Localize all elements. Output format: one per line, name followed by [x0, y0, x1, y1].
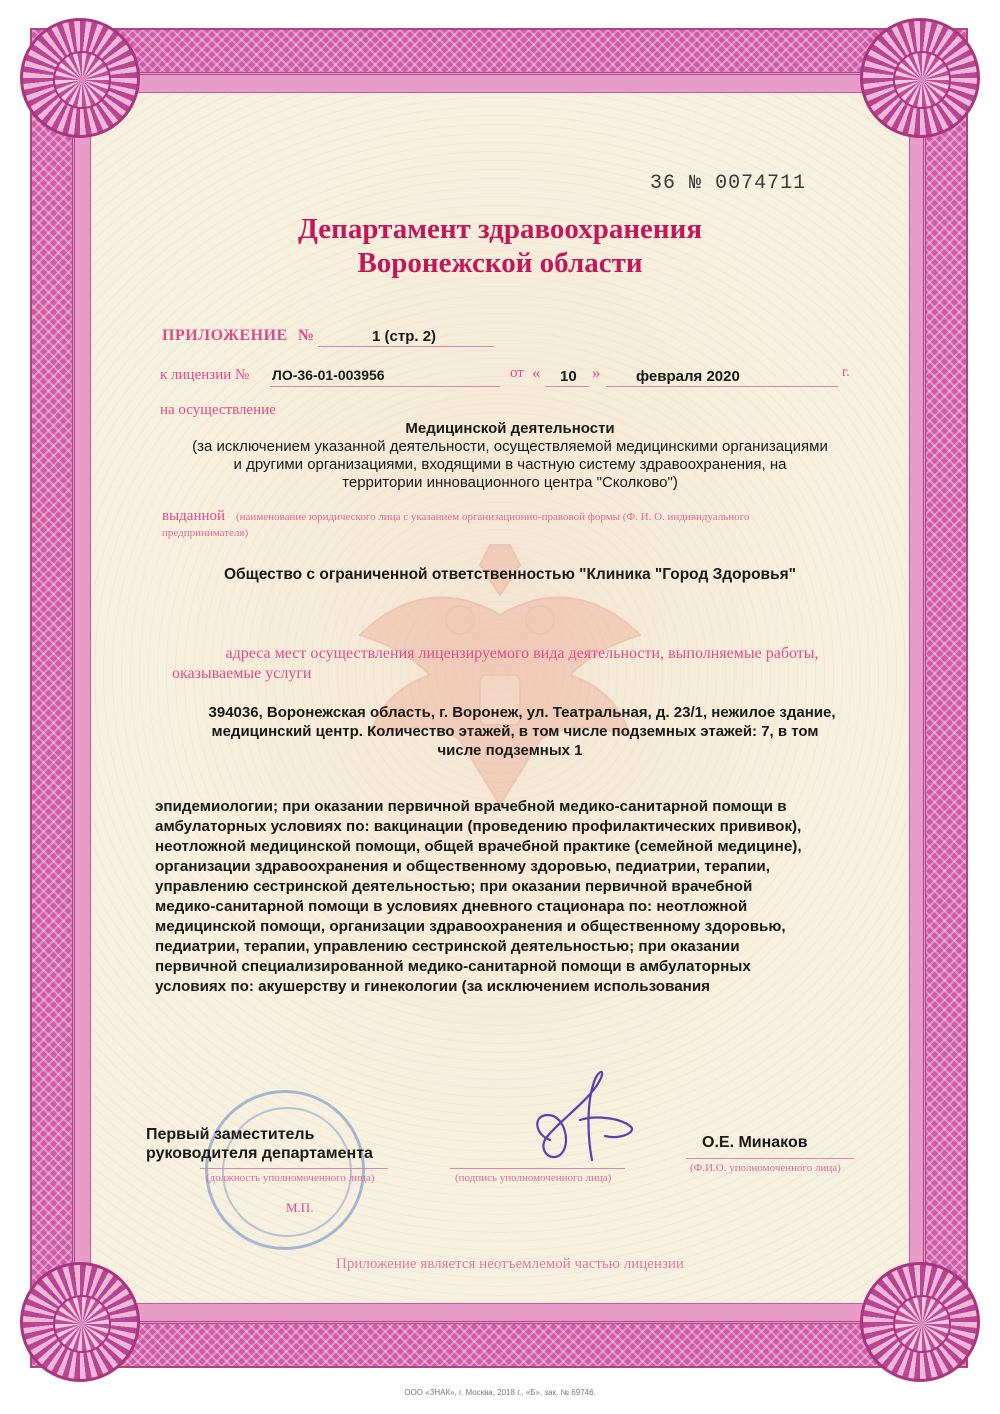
issuer-title-line1: Департамент здравоохранения — [297, 213, 703, 245]
position-underline — [200, 1168, 388, 1169]
stamp-place-label: М.П. — [286, 1200, 314, 1215]
issued-label: выданной — [162, 508, 226, 524]
address-line2: медицинский центр. Количество этажей, в том числе подземных этажей: 7, в том — [211, 723, 819, 740]
signer-position-line2: руководителя департамента — [146, 1145, 373, 1162]
appendix-label: ПРИЛОЖЕНИЕ — [162, 327, 288, 344]
services-line: организации здравоохранения и общественному здоровью, педиатрии, терапии, — [155, 858, 770, 875]
official-seal-stamp — [205, 1090, 365, 1250]
corner-rosette-icon — [20, 1262, 140, 1382]
activity-note-line1: (за исключением указанной деятельности, осуществляемой медицинскими организациями — [192, 438, 828, 455]
issued-hint-line2: предпринимателя) — [162, 527, 249, 539]
signer-name: О.Е. Минаков — [702, 1134, 808, 1151]
serial-sign: № — [689, 172, 703, 195]
appendix-number-sign: № — [298, 327, 315, 344]
serial-number: 0074711 — [715, 172, 807, 195]
signature-underline — [450, 1168, 625, 1169]
issued-hint-line1: (наименование юридического лица с указанием организационно-правовой формы (Ф. И. О. индивидуального — [236, 511, 750, 523]
services-line: условиях по: акушерству и гинекологии (за исключением использования — [155, 978, 711, 995]
printer-imprint: ООО «ЗНАК», г. Москва, 2018 г., «Б», зак. № 69746. — [404, 1388, 596, 1397]
date-quote-close: » — [592, 363, 601, 382]
license-number: ЛО-36-01-003956 — [272, 367, 385, 383]
organization-name: Общество с ограниченной ответственностью "Клиника "Город Здоровья" — [223, 566, 796, 583]
signer-position — [146, 1125, 373, 1163]
services-line: неотложной медицинской помощи, общей врачебной практике (семейной медицине), — [155, 838, 802, 855]
license-underline — [270, 386, 500, 387]
corner-rosette-icon — [860, 18, 980, 138]
signature-hint: (подпись уполномоченного лица) — [455, 1172, 612, 1184]
activity-label: на осуществление — [160, 402, 276, 418]
address-label-line1: адреса мест осуществления лицензируемого вида деятельности, выполняемые работы, — [225, 645, 819, 662]
date-from-label: от — [510, 365, 524, 381]
date-day: 10 — [560, 368, 577, 385]
address-line3: числе подземных 1 — [437, 742, 583, 759]
form-serial-number — [650, 172, 806, 195]
appendix-value: 1 (стр. 2) — [372, 328, 437, 345]
services-line: педиатрии, терапии, управлению сестринской деятельностью; при оказании — [155, 938, 740, 955]
date-month-year: февраля 2020 — [636, 368, 740, 385]
serial-series: 36 — [650, 172, 677, 195]
activity-note-line3: территории инновационного центра "Сколково") — [342, 474, 678, 491]
signature-icon — [520, 1060, 650, 1170]
date-year-suffix: г. — [842, 365, 850, 380]
issuer-title-line2: Воронежской области — [357, 247, 643, 279]
name-hint: (Ф.И.О. уполномоченного лица) — [690, 1162, 841, 1174]
services-line: медицинской помощи, организации здравоохранения и общественному здоровью, — [155, 918, 786, 935]
date-quote-open: « — [532, 363, 541, 382]
activity-title: Медицинской деятельности — [405, 420, 615, 437]
name-underline — [686, 1158, 854, 1159]
signer-position-line1: Первый заместитель — [146, 1126, 315, 1143]
services-line: первичной специализированной медико-санитарной помощи в амбулаторных — [155, 958, 751, 975]
corner-rosette-icon — [20, 18, 140, 138]
corner-rosette-icon — [860, 1262, 980, 1382]
address-line1: 394036, Воронежская область, г. Воронеж, ул. Театральная, д. 23/1, нежилое здание, — [208, 704, 836, 721]
services-line: управлению сестринской деятельностью; при оказании первичной врачебной — [155, 878, 753, 895]
footer-note: Приложение является неотъемлемой частью лицензии — [336, 1256, 684, 1272]
appendix-underline — [318, 346, 494, 347]
services-line: медико-санитарной помощи в условиях дневного стационара по: неотложной — [155, 898, 748, 915]
address-label-line2: оказываемые услуги — [172, 665, 312, 682]
license-label: к лицензии № — [160, 367, 250, 383]
position-hint: (должность уполномоченного лица) — [206, 1172, 375, 1184]
date-day-underline — [545, 386, 589, 387]
date-month-underline — [606, 386, 838, 387]
services-line: амбулаторных условиях по: вакцинации (проведению профилактических прививок), — [155, 818, 802, 835]
services-line: эпидемиологии; при оказании первичной врачебной медико-санитарной помощи в — [155, 798, 787, 815]
activity-note-line2: и другими организациями, входящими в частную систему здравоохранения, на — [233, 456, 787, 473]
